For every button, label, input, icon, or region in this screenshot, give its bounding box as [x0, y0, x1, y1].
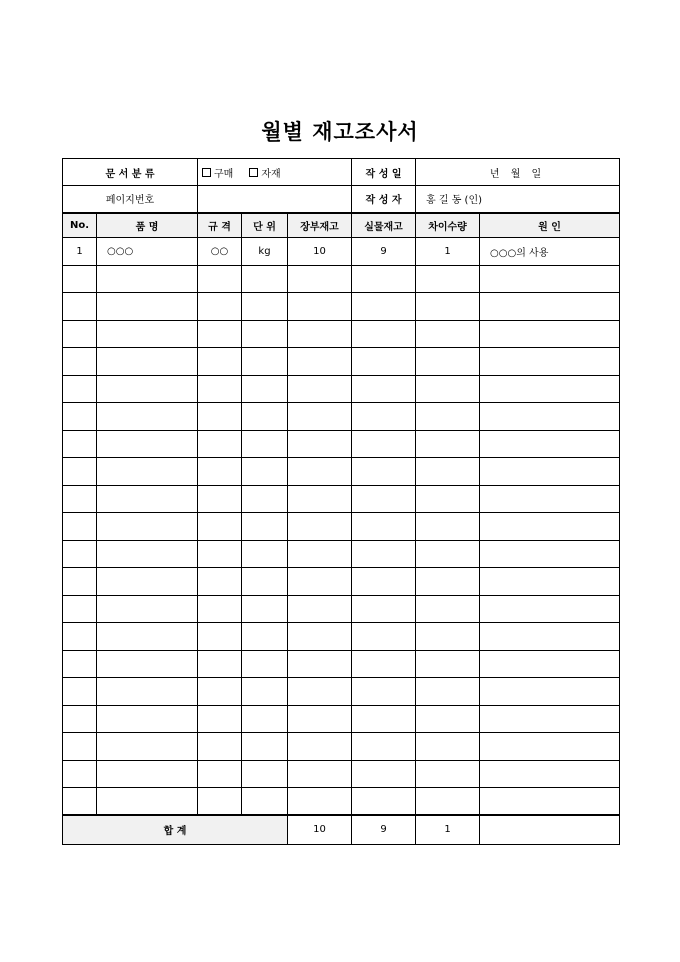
- cell-reason[interactable]: [480, 513, 620, 541]
- author-label: 작 성 자: [352, 186, 416, 213]
- cell-reason[interactable]: [480, 623, 620, 651]
- cell-no[interactable]: 1: [63, 238, 97, 266]
- cell-actual-stock[interactable]: [352, 513, 416, 541]
- cell-no[interactable]: [63, 375, 97, 403]
- cell-spec[interactable]: ○○: [198, 238, 242, 266]
- total-book-stock: 10: [288, 815, 352, 844]
- cell-no[interactable]: [63, 265, 97, 293]
- cell-reason[interactable]: [480, 293, 620, 321]
- page-no-value[interactable]: [198, 186, 352, 213]
- cell-no[interactable]: [63, 705, 97, 733]
- cell-difference[interactable]: [416, 623, 480, 651]
- cell-spec[interactable]: [198, 650, 242, 678]
- cell-reason[interactable]: [480, 760, 620, 788]
- material-checkbox[interactable]: [249, 168, 258, 177]
- cell-reason[interactable]: [480, 403, 620, 431]
- cell-no[interactable]: [63, 623, 97, 651]
- cell-unit[interactable]: [242, 595, 288, 623]
- cell-difference[interactable]: [416, 375, 480, 403]
- cell-difference[interactable]: [416, 293, 480, 321]
- cell-spec[interactable]: [198, 375, 242, 403]
- cell-book-stock[interactable]: [288, 595, 352, 623]
- cell-reason[interactable]: [480, 348, 620, 376]
- cell-book-stock[interactable]: [288, 348, 352, 376]
- cell-spec[interactable]: [198, 705, 242, 733]
- cell-difference[interactable]: [416, 760, 480, 788]
- table-row: [63, 650, 620, 678]
- cell-difference[interactable]: [416, 265, 480, 293]
- cell-reason[interactable]: [480, 678, 620, 706]
- table-row: [63, 623, 620, 651]
- cell-actual-stock[interactable]: [352, 678, 416, 706]
- table-row: [63, 678, 620, 706]
- cell-item-name[interactable]: [97, 760, 198, 788]
- total-reason: [480, 815, 620, 844]
- table-row: [63, 788, 620, 816]
- cell-difference[interactable]: [416, 348, 480, 376]
- cell-book-stock[interactable]: [288, 375, 352, 403]
- cell-reason[interactable]: [480, 705, 620, 733]
- cell-difference[interactable]: [416, 650, 480, 678]
- cell-unit[interactable]: [242, 513, 288, 541]
- cell-unit[interactable]: [242, 403, 288, 431]
- cell-actual-stock[interactable]: [352, 458, 416, 486]
- cell-no[interactable]: [63, 348, 97, 376]
- cell-no[interactable]: [63, 788, 97, 816]
- cell-unit[interactable]: [242, 485, 288, 513]
- cell-unit[interactable]: [242, 788, 288, 816]
- table-row: [63, 293, 620, 321]
- cell-actual-stock[interactable]: [352, 760, 416, 788]
- table-row: [63, 238, 620, 266]
- author-value[interactable]: 홍 길 동 (인): [416, 186, 620, 213]
- table-row: [63, 375, 620, 403]
- cell-unit[interactable]: [242, 293, 288, 321]
- cell-unit[interactable]: [242, 678, 288, 706]
- cell-spec[interactable]: [198, 595, 242, 623]
- cell-book-stock[interactable]: [288, 458, 352, 486]
- table-row: [63, 320, 620, 348]
- header-actual-stock: 실물재고: [352, 213, 416, 238]
- cell-item-name[interactable]: [97, 595, 198, 623]
- cell-no[interactable]: [63, 403, 97, 431]
- header-no: No.: [63, 213, 97, 238]
- cell-book-stock[interactable]: [288, 623, 352, 651]
- cell-reason[interactable]: [480, 375, 620, 403]
- cell-unit[interactable]: [242, 375, 288, 403]
- cell-reason[interactable]: [480, 540, 620, 568]
- cell-no[interactable]: [63, 513, 97, 541]
- cell-reason[interactable]: [480, 265, 620, 293]
- cell-item-name[interactable]: [97, 650, 198, 678]
- cell-actual-stock[interactable]: [352, 485, 416, 513]
- cell-difference[interactable]: [416, 568, 480, 596]
- cell-book-stock[interactable]: [288, 678, 352, 706]
- cell-actual-stock[interactable]: [352, 568, 416, 596]
- cell-book-stock[interactable]: [288, 403, 352, 431]
- table-row: [63, 568, 620, 596]
- table-row: [63, 733, 620, 761]
- cell-item-name[interactable]: [97, 320, 198, 348]
- cell-actual-stock[interactable]: 9: [352, 238, 416, 266]
- cell-difference[interactable]: [416, 513, 480, 541]
- cell-no[interactable]: [63, 430, 97, 458]
- cell-actual-stock[interactable]: [352, 705, 416, 733]
- table-row: [63, 513, 620, 541]
- cell-actual-stock[interactable]: [352, 540, 416, 568]
- cell-book-stock[interactable]: [288, 540, 352, 568]
- cell-actual-stock[interactable]: [352, 430, 416, 458]
- cell-difference[interactable]: [416, 705, 480, 733]
- cell-spec[interactable]: [198, 485, 242, 513]
- cell-book-stock[interactable]: [288, 513, 352, 541]
- cell-difference[interactable]: [416, 320, 480, 348]
- header-spec: 규 격: [198, 213, 242, 238]
- cell-spec[interactable]: [198, 293, 242, 321]
- header-difference: 차이수량: [416, 213, 480, 238]
- table-row: [63, 265, 620, 293]
- info-row-2: [63, 186, 620, 213]
- cell-item-name[interactable]: [97, 265, 198, 293]
- cell-actual-stock[interactable]: [352, 348, 416, 376]
- cell-item-name[interactable]: [97, 513, 198, 541]
- cell-actual-stock[interactable]: [352, 595, 416, 623]
- cell-item-name[interactable]: [97, 485, 198, 513]
- cell-item-name[interactable]: ○○○: [97, 238, 198, 266]
- table-row: [63, 348, 620, 376]
- cell-spec[interactable]: [198, 320, 242, 348]
- cell-book-stock[interactable]: [288, 705, 352, 733]
- cell-spec[interactable]: [198, 348, 242, 376]
- cell-no[interactable]: [63, 320, 97, 348]
- cell-item-name[interactable]: [97, 348, 198, 376]
- author-date-label: 작 성 일: [352, 159, 416, 186]
- cell-difference[interactable]: [416, 458, 480, 486]
- cell-difference[interactable]: [416, 733, 480, 761]
- cell-actual-stock[interactable]: [352, 403, 416, 431]
- cell-actual-stock[interactable]: [352, 650, 416, 678]
- table-row: [63, 430, 620, 458]
- cell-book-stock[interactable]: [288, 788, 352, 816]
- total-difference: 1: [416, 815, 480, 844]
- cell-unit[interactable]: [242, 623, 288, 651]
- table-row: [63, 458, 620, 486]
- cell-book-stock[interactable]: [288, 485, 352, 513]
- purchase-checkbox[interactable]: [202, 168, 211, 177]
- cell-unit[interactable]: [242, 320, 288, 348]
- cell-difference[interactable]: [416, 595, 480, 623]
- cell-difference[interactable]: 1: [416, 238, 480, 266]
- cell-item-name[interactable]: [97, 403, 198, 431]
- cell-no[interactable]: [63, 733, 97, 761]
- cell-book-stock[interactable]: 10: [288, 238, 352, 266]
- cell-spec[interactable]: [198, 540, 242, 568]
- cell-book-stock[interactable]: [288, 650, 352, 678]
- info-row-1: [63, 159, 620, 186]
- cell-item-name[interactable]: [97, 458, 198, 486]
- cell-reason[interactable]: [480, 430, 620, 458]
- cell-unit[interactable]: [242, 430, 288, 458]
- doc-type-label: 문 서 분 류: [63, 159, 198, 186]
- cell-spec[interactable]: [198, 430, 242, 458]
- purchase-option-label: 구매: [214, 168, 234, 180]
- cell-actual-stock[interactable]: [352, 375, 416, 403]
- cell-spec[interactable]: [198, 513, 242, 541]
- total-row: [63, 815, 620, 844]
- document-title: 월별 재고조사서: [261, 120, 419, 144]
- table-row: [63, 705, 620, 733]
- cell-spec[interactable]: [198, 623, 242, 651]
- table-row: [63, 540, 620, 568]
- table-row: [63, 760, 620, 788]
- cell-spec[interactable]: [198, 678, 242, 706]
- cell-book-stock[interactable]: [288, 760, 352, 788]
- cell-no[interactable]: [63, 650, 97, 678]
- total-actual-stock: 9: [352, 815, 416, 844]
- cell-item-name[interactable]: [97, 540, 198, 568]
- cell-item-name[interactable]: [97, 568, 198, 596]
- cell-actual-stock[interactable]: [352, 293, 416, 321]
- cell-no[interactable]: [63, 485, 97, 513]
- table-row: [63, 403, 620, 431]
- total-label: 합 계: [63, 815, 288, 844]
- cell-unit[interactable]: kg: [242, 238, 288, 266]
- cell-reason[interactable]: [480, 595, 620, 623]
- cell-no[interactable]: [63, 760, 97, 788]
- cell-difference[interactable]: [416, 485, 480, 513]
- cell-no[interactable]: [63, 458, 97, 486]
- cell-no[interactable]: [63, 293, 97, 321]
- form-body: [63, 159, 620, 845]
- cell-reason[interactable]: ○○○의 사용: [480, 238, 620, 266]
- cell-item-name[interactable]: [97, 733, 198, 761]
- cell-spec[interactable]: [198, 760, 242, 788]
- cell-actual-stock[interactable]: [352, 265, 416, 293]
- cell-book-stock[interactable]: [288, 733, 352, 761]
- page-no-label: 페이지번호: [63, 186, 198, 213]
- cell-spec[interactable]: [198, 788, 242, 816]
- cell-reason[interactable]: [480, 458, 620, 486]
- cell-book-stock[interactable]: [288, 430, 352, 458]
- cell-item-name[interactable]: [97, 375, 198, 403]
- doc-type-options: [198, 159, 352, 186]
- cell-actual-stock[interactable]: [352, 733, 416, 761]
- cell-actual-stock[interactable]: [352, 623, 416, 651]
- cell-no[interactable]: [63, 678, 97, 706]
- cell-unit[interactable]: [242, 265, 288, 293]
- cell-unit[interactable]: [242, 705, 288, 733]
- cell-item-name[interactable]: [97, 705, 198, 733]
- cell-book-stock[interactable]: [288, 265, 352, 293]
- header-unit: 단 위: [242, 213, 288, 238]
- cell-spec[interactable]: [198, 733, 242, 761]
- inventory-form: [62, 158, 620, 845]
- cell-reason[interactable]: [480, 320, 620, 348]
- cell-unit[interactable]: [242, 458, 288, 486]
- cell-difference[interactable]: [416, 788, 480, 816]
- cell-no[interactable]: [63, 595, 97, 623]
- cell-reason[interactable]: [480, 733, 620, 761]
- header-item-name: 품 명: [97, 213, 198, 238]
- date-value[interactable]: 년 월 일: [416, 159, 620, 186]
- cell-item-name[interactable]: [97, 293, 198, 321]
- cell-item-name[interactable]: [97, 788, 198, 816]
- cell-item-name[interactable]: [97, 623, 198, 651]
- cell-actual-stock[interactable]: [352, 320, 416, 348]
- cell-spec[interactable]: [198, 265, 242, 293]
- cell-unit[interactable]: [242, 540, 288, 568]
- cell-reason[interactable]: [480, 485, 620, 513]
- table-row: [63, 485, 620, 513]
- material-option-label: 자재: [261, 168, 281, 180]
- cell-unit[interactable]: [242, 760, 288, 788]
- cell-unit[interactable]: [242, 650, 288, 678]
- cell-spec[interactable]: [198, 458, 242, 486]
- cell-no[interactable]: [63, 568, 97, 596]
- cell-reason[interactable]: [480, 568, 620, 596]
- cell-spec[interactable]: [198, 568, 242, 596]
- cell-unit[interactable]: [242, 568, 288, 596]
- table-header-row: [63, 213, 620, 238]
- cell-unit[interactable]: [242, 348, 288, 376]
- table-row: [63, 595, 620, 623]
- cell-difference[interactable]: [416, 403, 480, 431]
- cell-item-name[interactable]: [97, 678, 198, 706]
- cell-book-stock[interactable]: [288, 293, 352, 321]
- header-reason: 원 인: [480, 213, 620, 238]
- cell-spec[interactable]: [198, 403, 242, 431]
- cell-unit[interactable]: [242, 733, 288, 761]
- cell-difference[interactable]: [416, 678, 480, 706]
- cell-reason[interactable]: [480, 788, 620, 816]
- cell-difference[interactable]: [416, 540, 480, 568]
- cell-book-stock[interactable]: [288, 568, 352, 596]
- cell-reason[interactable]: [480, 650, 620, 678]
- cell-book-stock[interactable]: [288, 320, 352, 348]
- cell-actual-stock[interactable]: [352, 788, 416, 816]
- header-book-stock: 장부재고: [288, 213, 352, 238]
- cell-no[interactable]: [63, 540, 97, 568]
- cell-item-name[interactable]: [97, 430, 198, 458]
- cell-difference[interactable]: [416, 430, 480, 458]
